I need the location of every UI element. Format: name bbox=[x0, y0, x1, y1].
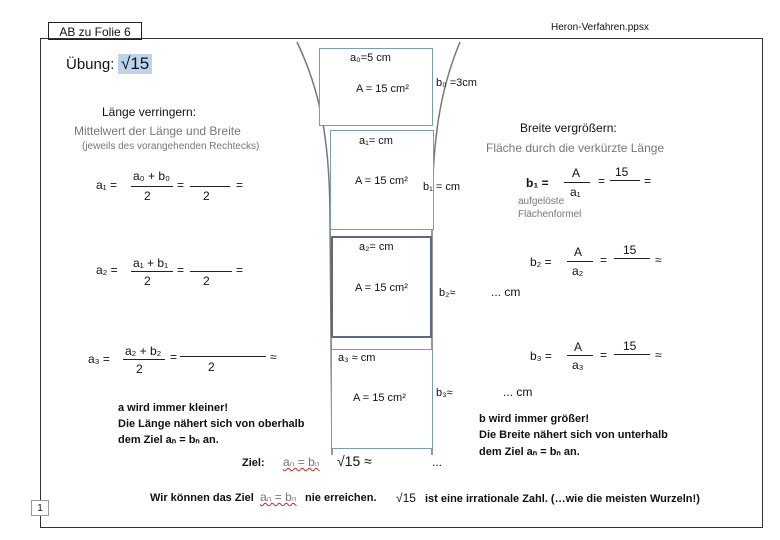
rectangle-length: a₀=5 cm bbox=[350, 52, 391, 64]
formula-equals: = bbox=[600, 348, 608, 362]
formula-numerator: a₂ + b₂ bbox=[125, 344, 162, 358]
formula-tail: = bbox=[236, 263, 244, 277]
rectangle-1 bbox=[330, 130, 434, 230]
formula-equals: = bbox=[598, 174, 606, 188]
ellipsis-b3: ... cm bbox=[503, 385, 533, 399]
formula-denominator: a₃ bbox=[572, 358, 584, 372]
left-note-line3: dem Ziel aₙ = bₙ an. bbox=[118, 434, 219, 446]
rectangle-area: A = 15 cm² bbox=[355, 282, 408, 294]
right-heading-subtitle: Fläche durch die verkürzte Länge bbox=[486, 141, 665, 155]
formula-denominator: a₁ bbox=[570, 185, 581, 199]
footer-left: Wir können das Ziel bbox=[150, 492, 254, 504]
right-heading-title: Breite vergrößern: bbox=[520, 121, 617, 135]
goal-equation: aₙ = bₙ bbox=[283, 455, 320, 469]
rectangle-area: A = 15 cm² bbox=[356, 83, 409, 95]
rectangle-1-width: b₁ = cm bbox=[423, 181, 461, 193]
formula-numerator: a₀ + b₀ bbox=[133, 169, 170, 183]
left-heading-subtitle: Mittelwert der Länge und Breite bbox=[74, 124, 241, 138]
rectangle-area: A = 15 cm² bbox=[355, 175, 408, 187]
right-note-line1: b wird immer größer! bbox=[479, 413, 590, 425]
formula-tail: = bbox=[644, 174, 652, 188]
formula-denominator-2: 2 bbox=[203, 189, 210, 203]
right-note-line2: Die Breite nähert sich von unterhalb bbox=[479, 429, 668, 441]
goal-dots: ... bbox=[432, 455, 443, 469]
rectangle-length: a₁= cm bbox=[359, 135, 393, 147]
ellipsis-b2: ... cm bbox=[491, 285, 521, 299]
formula-tail: ≈ bbox=[655, 348, 662, 362]
goal-label: Ziel: bbox=[242, 457, 265, 469]
formula-equals: = bbox=[177, 178, 185, 192]
rectangle-3-width: b₃≈ bbox=[436, 387, 453, 399]
rectangle-3 bbox=[331, 349, 433, 449]
right-note-line3: dem Ziel aₙ = bₙ an. bbox=[479, 446, 580, 458]
formula-tail: ≈ bbox=[655, 253, 662, 267]
formula-numerator-2: 15 bbox=[615, 165, 629, 179]
rectangle-2-width: b₂≈ bbox=[439, 287, 456, 299]
formula-numerator-2: 15 bbox=[623, 339, 637, 353]
rectangle-0-width: b₀ =3cm bbox=[436, 77, 477, 89]
formula-lhs: b₂ = bbox=[530, 255, 552, 269]
formula-lhs: a₃ = bbox=[88, 352, 110, 366]
formula-denominator: a₂ bbox=[572, 264, 584, 278]
left-heading-title: Länge verringern: bbox=[102, 105, 197, 119]
formula-equals: = bbox=[177, 263, 185, 277]
formula-numerator: a₁ + b₁ bbox=[133, 256, 169, 270]
footer-middle: nie erreichen. bbox=[305, 492, 377, 504]
file-name: Heron-Verfahren.ppsx bbox=[551, 22, 649, 33]
formula-lhs: a₁ = bbox=[96, 178, 118, 192]
formula-numerator-2: 15 bbox=[623, 243, 637, 257]
formula-tail: ≈ bbox=[270, 350, 277, 364]
rectangle-length: a₂= cm bbox=[359, 241, 394, 253]
slide-title: AB zu Folie 6 bbox=[48, 22, 142, 40]
formula-denominator: 2 bbox=[136, 362, 143, 376]
exercise-expression: √15 bbox=[118, 54, 152, 74]
formula-lhs: b₁ = bbox=[526, 176, 549, 190]
footer-root: √15 bbox=[396, 491, 416, 505]
formula-lhs: a₂ = bbox=[96, 263, 118, 277]
formula-numerator: A bbox=[572, 166, 581, 180]
footer-equation: aₙ = bₙ bbox=[260, 490, 297, 504]
left-heading-note: (jeweils des vorangehenden Rechtecks) bbox=[82, 141, 260, 152]
formula-numerator: A bbox=[574, 245, 583, 259]
rectangle-area: A = 15 cm² bbox=[353, 392, 406, 404]
formula-numerator: A bbox=[574, 340, 583, 354]
left-note-line2: Die Länge nähert sich von oberhalb bbox=[118, 418, 305, 430]
formula-denominator: 2 bbox=[144, 274, 151, 288]
rectangle-0 bbox=[319, 48, 433, 126]
formula-denominator: 2 bbox=[144, 189, 151, 203]
goal-value: √15 ≈ bbox=[337, 453, 372, 469]
formula-lhs: b₃ = bbox=[530, 349, 552, 363]
rectangle-2 bbox=[331, 236, 432, 338]
formula-equals: = bbox=[170, 350, 178, 364]
formula-note: aufgelöste Flächenformel bbox=[518, 196, 582, 220]
exercise-label: Übung: bbox=[66, 56, 115, 73]
formula-denominator-2: 2 bbox=[203, 274, 210, 288]
left-note-line1: a wird immer kleiner! bbox=[118, 402, 229, 414]
page-number[interactable]: 1 bbox=[31, 500, 49, 516]
formula-equals: = bbox=[600, 253, 608, 267]
footer-right: ist eine irrationale Zahl. (…wie die meisten Wurzeln!) bbox=[425, 493, 700, 505]
formula-tail: = bbox=[236, 178, 244, 192]
formula-denominator-2: 2 bbox=[208, 360, 215, 374]
rectangle-length: a₃ ≈ cm bbox=[338, 352, 376, 364]
